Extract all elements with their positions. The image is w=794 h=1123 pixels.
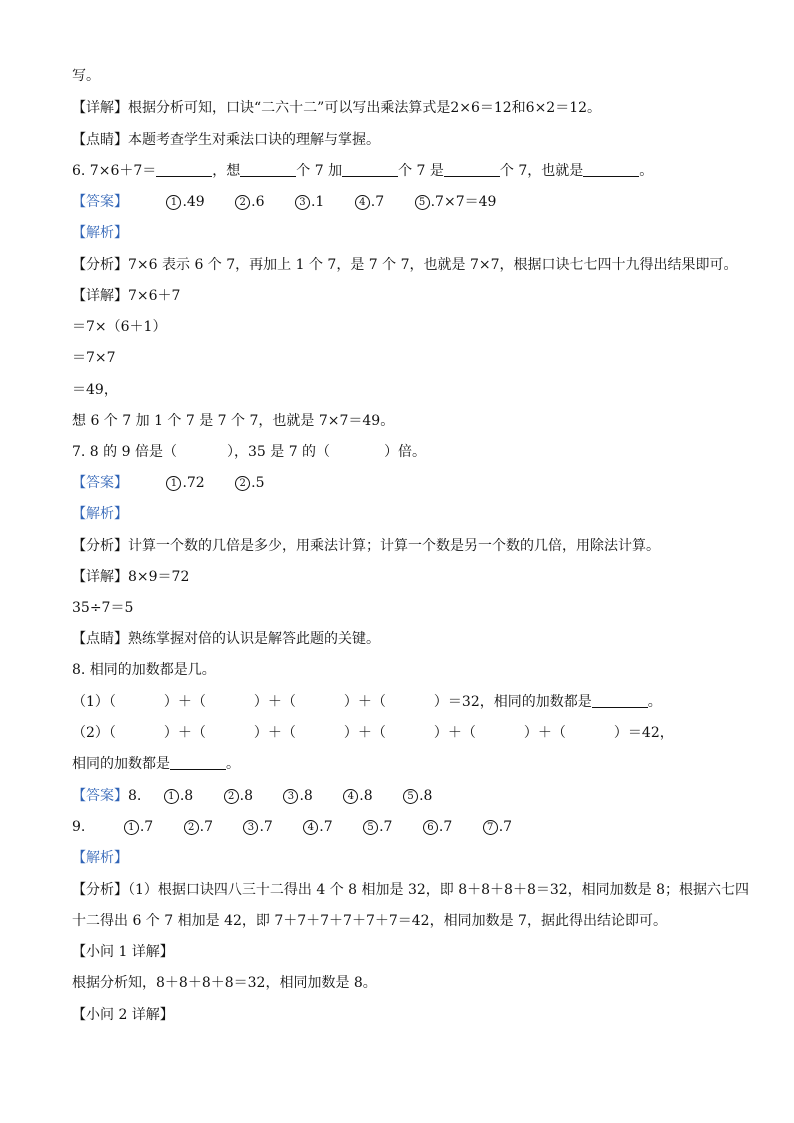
analysis-line: 十二得出 6 个 7 相加是 42，即 7＋7＋7＋7＋7＋7＝42，相同加数是 7，据此得出结论即可。: [72, 913, 667, 929]
analysis-line: 【分析】7×6 表示 6 个 7，再加上 1 个 7，是 7 个 7，也就是 7×7，根据口诀七七四十九得出结果即可。: [72, 257, 738, 273]
sub-question-heading: 【小问 2 详解】: [72, 1007, 174, 1023]
text-line: 写。: [72, 68, 100, 84]
answer-item: 2 .6: [235, 192, 264, 212]
answer-item: 3 .8: [283, 786, 312, 806]
answer-blank[interactable]: [170, 755, 226, 770]
calc-line: 想 6 个 7 加 1 个 7 是 7 个 7，也就是 7×7＝49。: [72, 413, 395, 429]
answer-blank[interactable]: [592, 693, 648, 708]
calc-line: 35÷7＝5: [72, 600, 134, 616]
analysis-line: 【分析】（1）根据口诀四八三十二得出 4 个 8 相加是 32，即 8＋8＋8＋8＝32，相同加数是 8；根据六七四: [72, 882, 750, 898]
detail-line: 【详解】7×6＋7: [72, 288, 181, 304]
answer-tag: 【答案】: [72, 475, 128, 491]
question-7: 7. 8 的 9 倍是（ ），35 是 7 的（ ）倍。: [72, 444, 427, 460]
answer-line: [72, 473, 291, 493]
question-6: 6. 7×6＋7＝ ，想 个 7 加 个 7 是 个 7，也就是 。: [72, 163, 654, 179]
answer-item: 1 .7: [124, 817, 153, 837]
answer-item: 1 .72: [166, 473, 204, 493]
tip-line: 【点睛】熟练掌握对倍的认识是解答此题的关键。: [72, 631, 380, 647]
answer-item: 4 .7: [355, 192, 384, 212]
answer-item: 5 .7×7＝49: [415, 192, 497, 212]
sub-question-heading: 【小问 1 详解】: [72, 944, 174, 960]
tip-line: 【点睛】本题考查学生对乘法口诀的理解与掌握。: [72, 132, 380, 148]
answer-line-9: 9. 1 .7 2 .7 3 .7 4 .7 5 .7 6 .7 7 .7: [72, 819, 513, 835]
question-8-title: 8. 相同的加数都是几。: [72, 662, 216, 678]
answer-item: 2 .8: [224, 786, 253, 806]
detail-line: 根据分析知，8＋8＋8＋8＝32，相同加数是 8。: [72, 975, 377, 991]
analysis-heading: 【解析】: [72, 850, 128, 866]
answer-blank[interactable]: [583, 162, 639, 177]
answer-item: 1 .49: [166, 192, 204, 212]
calc-line: ＝7×7: [72, 350, 116, 366]
analysis-line: 【分析】计算一个数的几倍是多少，用乘法计算；计算一个数是另一个数的几倍，用除法计算。: [72, 538, 660, 554]
answer-blank[interactable]: [156, 162, 212, 177]
answer-line: [72, 192, 522, 212]
answer-blank[interactable]: [342, 162, 398, 177]
answer-item: 6 .7: [423, 817, 452, 837]
answer-item: 2 .5: [235, 473, 264, 493]
answer-item: 2 .7: [184, 817, 213, 837]
analysis-heading: 【解析】: [72, 225, 128, 241]
answer-item: 5 .8: [403, 786, 432, 806]
answer-item: 3 .1: [295, 192, 324, 212]
answer-blank[interactable]: [240, 162, 296, 177]
answer-blank[interactable]: [444, 162, 500, 177]
answer-line: 【答案】8. 1 .8 2 .8 3 .8 4 .8 5 .8: [72, 788, 433, 804]
answer-tag: 【答案】: [72, 788, 128, 804]
analysis-heading: 【解析】: [72, 506, 128, 522]
question-8-part-1: （1）（ ）＋（ ）＋（ ）＋（ ）＝32，相同的加数都是 。: [72, 694, 662, 710]
answer-item: 1 .8: [164, 786, 193, 806]
answer-tag: 【答案】: [72, 194, 128, 210]
answer-item: 5 .7: [363, 817, 392, 837]
detail-line: 【详解】8×9＝72: [72, 569, 190, 585]
question-8-part-2: （2）（ ）＋（ ）＋（ ）＋（ ）＋（ ）＋（ ）＝42，: [72, 725, 674, 741]
question-8-part-2-cont: 相同的加数都是 。: [72, 756, 240, 772]
calc-line: ＝49，: [72, 382, 118, 398]
calc-line: ＝7×（6＋1）: [72, 319, 167, 335]
answer-item: 4 .8: [343, 786, 372, 806]
detail-line: 【详解】根据分析可知，口诀“二六十二”可以写出乘法算式是2×6＝12和6×2＝12。: [72, 100, 602, 116]
answer-item: 3 .7: [243, 817, 272, 837]
answer-item: 4 .7: [303, 817, 332, 837]
answer-item: 7 .7: [483, 817, 512, 837]
